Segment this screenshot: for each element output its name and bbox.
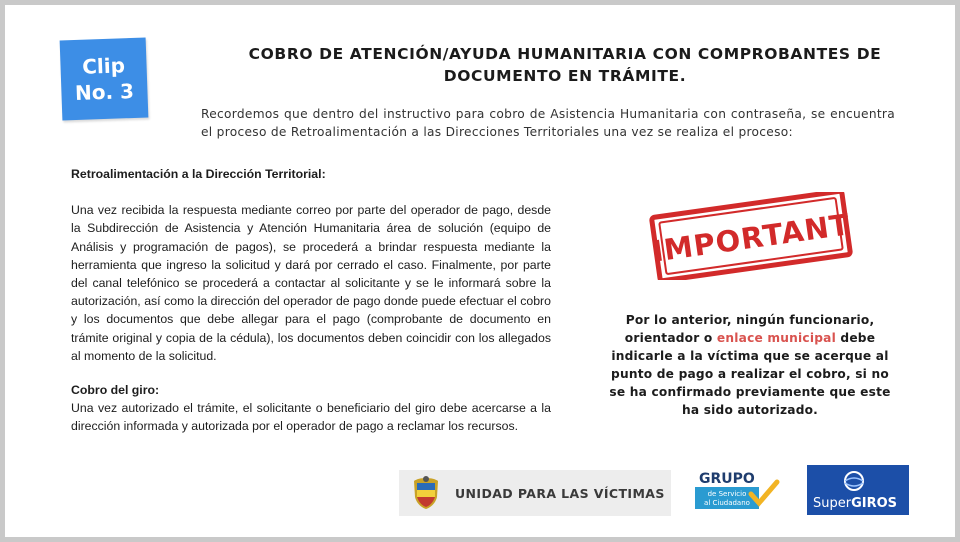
logo-unidad-victimas bbox=[399, 470, 671, 516]
clip-badge bbox=[60, 38, 149, 121]
logo-super-b: GIROS bbox=[851, 496, 898, 511]
note-part1: Por lo anterior, ningún funcionario, orientador o bbox=[624, 313, 875, 345]
section-body-cobro: Una vez autorizado el trámite, el solicitante o beneficiario del giro debe acercarse a la dirección informada y autorizada por el operador de pago a reclamar los recursos. bbox=[71, 401, 551, 434]
important-note bbox=[605, 311, 895, 419]
left-column bbox=[71, 165, 551, 436]
section-body-retroalimentacion: Una vez recibida la respuesta mediante correo por parte del operador de pago, desde la Subdirección de Asistencia y Atención Humanitaria área de solución (equipo de Análisis y programación de pagos), se procederá a brindar respuesta mediante la herramienta que ingreso la solicitud y dará por cerrado el caso. Finalmente, por parte del canal telefónico se procederá a contactar al solicitante y se le informará sobre la autorización, así como la dirección del operador de pago donde puede efectuar el cobro y los documentos que debe allegar para el pago (comprobante de documento en trámite original y copia de la cédula), los documentos deben coincidir con los allegados al momento de la solicitud. bbox=[71, 203, 551, 363]
page-title bbox=[215, 43, 915, 87]
logo-super-a: Super bbox=[813, 496, 852, 511]
stamp-text: IMPORTANT bbox=[650, 207, 853, 269]
logo-unidad-text: UNIDAD PARA LAS VÍCTIMAS bbox=[455, 485, 665, 501]
slide-frame bbox=[5, 5, 955, 537]
note-part2: debe indicarle a la víctima que se acerque al punto de pago a realizar el cobro, si no se ha confirmado previamente que este ha sido autorizado. bbox=[609, 331, 891, 417]
svg-text:SuperGIROS bbox=[813, 496, 897, 511]
page-title-line2: DOCUMENTO EN TRÁMITE. bbox=[443, 67, 687, 85]
logo-grupo-sub2: al Ciudadano bbox=[704, 499, 750, 507]
logo-supergiros bbox=[807, 465, 909, 515]
page-title-line1: COBRO DE ATENCIÓN/AYUDA HUMANITARIA CON COMPROBANTES DE bbox=[248, 45, 882, 63]
section-heading-retroalimentacion: Retroalimentación a la Dirección Territorial: bbox=[71, 167, 326, 181]
colombia-coat-of-arms-icon bbox=[409, 475, 443, 511]
clip-badge-line1: Clip bbox=[81, 53, 126, 79]
section-heading-cobro: Cobro del giro: bbox=[71, 383, 160, 398]
important-stamp-icon bbox=[647, 192, 855, 280]
logo-grupo-title: GRUPO bbox=[699, 471, 755, 487]
logo-grupo-servicio-ciudadano bbox=[693, 468, 783, 512]
logo-grupo-sub1: de Servicio bbox=[707, 490, 747, 498]
clip-badge-line2: No. 3 bbox=[74, 78, 135, 106]
intro-paragraph: Recordemos que dentro del instructivo para cobro de Asistencia Humanitaria con contraseña, se encuentra el proceso de Retroalimentación a las Direcciones Territoriales una vez se realiza el proceso: bbox=[201, 107, 895, 139]
note-highlight: enlace municipal bbox=[716, 331, 836, 345]
